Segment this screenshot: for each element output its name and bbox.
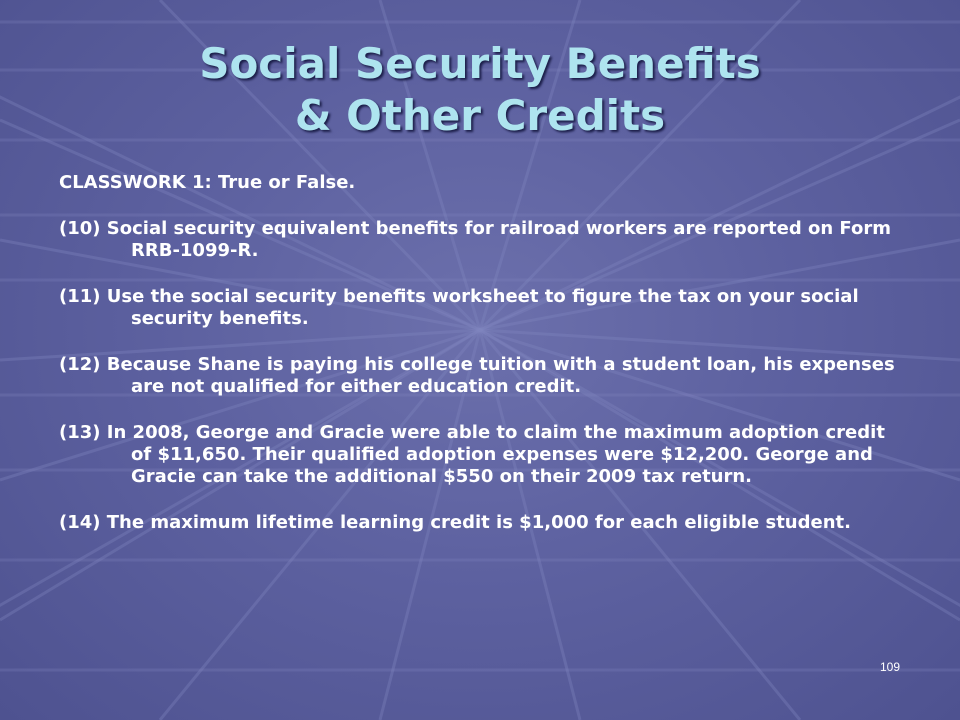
question-10: (10) Social security equivalent benefits for railroad workers are reported on Form RRB-1099-R.	[59, 218, 891, 261]
page-number: 109	[880, 660, 901, 674]
question-12: (12) Because Shane is paying his college tuition with a student loan, his expenses are not qualified for either education credit.	[59, 354, 895, 397]
slide-body	[59, 172, 909, 558]
question-14: (14) The maximum lifetime learning credit is $1,000 for each eligible student.	[59, 512, 851, 533]
classwork-heading: CLASSWORK 1: True or False.	[59, 172, 356, 193]
question-13: (13) In 2008, George and Gracie were able to claim the maximum adoption credit of $11,650. Their qualified adoption expenses were $12,200. George and Gracie can take the additional $550 on their 2009 tax return.	[59, 422, 885, 487]
slide-title	[0, 38, 960, 142]
slide-title-line-1: Social Security Benefits	[199, 39, 761, 88]
slide-title-line-2: & Other Credits	[294, 91, 666, 140]
question-11: (11) Use the social security benefits worksheet to figure the tax on your social security benefits.	[59, 286, 859, 329]
